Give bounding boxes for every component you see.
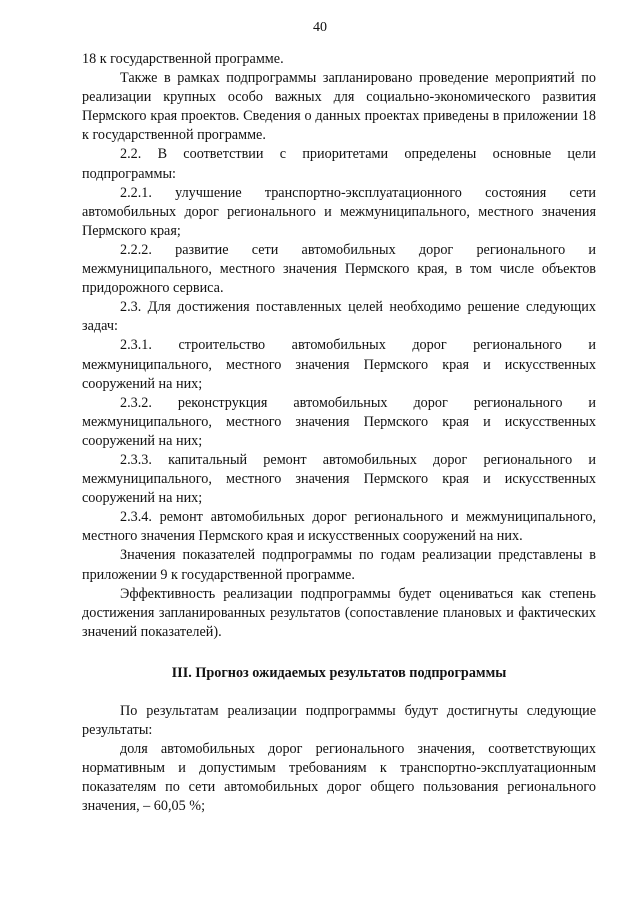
paragraphs-before-heading	[82, 50, 596, 642]
section-heading: III. Прогноз ожидаемых результатов подпрограммы	[171, 664, 507, 681]
paragraph: 2.2.2. развитие сети автомобильных дорог регионального и межмуниципального, местного значения Пермского края, в том числе объектов придорожного сервиса.	[82, 241, 596, 297]
paragraph: 2.2.1. улучшение транспортно-эксплуатационного состояния сети автомобильных дорог регионального и межмуниципального, местного значения Пермского края;	[82, 184, 596, 239]
paragraph: 18 к государственной программе.	[82, 51, 284, 67]
paragraph: 2.3. Для достижения поставленных целей необходимо решение следующих задач:	[82, 299, 596, 335]
paragraph: Эффективность реализации подпрограммы будет оцениваться как степень достижения запланированных результатов (сопоставление плановых и фактических значений показателей).	[82, 585, 596, 640]
paragraph: Значения показателей подпрограммы по годам реализации представлены в приложении 9 к государственной программе.	[82, 547, 596, 583]
paragraph: 2.3.4. ремонт автомобильных дорог регионального и межмуниципального, местного значения Пермского края и искусственных сооружений на них.	[82, 509, 596, 545]
paragraph: 2.3.2. реконструкция автомобильных дорог регионального и межмуниципального, местного значения Пермского края и искусственных сооружений на них;	[82, 394, 596, 449]
paragraph: 2.2. В соответствии с приоритетами определены основные цели подпрограммы:	[82, 146, 596, 182]
paragraph: 2.3.1. строительство автомобильных дорог регионального и межмуниципального, местного значения Пермского края и искусственных сооружений на них;	[82, 337, 596, 392]
paragraph: доля автомобильных дорог регионального значения, соответствующих нормативным и допустимым требованиям к транспортно-эксплуатационным показателям по сети автомобильных дорог общего пользования регионального значения, – 60,05 %;	[82, 741, 596, 815]
paragraph: 2.3.3. капитальный ремонт автомобильных дорог регионального и межмуниципального, местного значения Пермского края и искусственных сооружений на них;	[82, 451, 596, 507]
paragraph: По результатам реализации подпрограммы будут достигнуты следующие результаты:	[82, 703, 596, 739]
page-number: 40	[313, 20, 327, 35]
paragraph: Также в рамках подпрограммы запланировано проведение мероприятий по реализации крупных особо важных для социально-экономического развития Пермского края проектов. Сведения о данных проектах приведены в приложении 18 к государственной программе.	[82, 70, 596, 144]
document-body	[82, 50, 596, 817]
paragraphs-after-heading	[82, 702, 596, 817]
